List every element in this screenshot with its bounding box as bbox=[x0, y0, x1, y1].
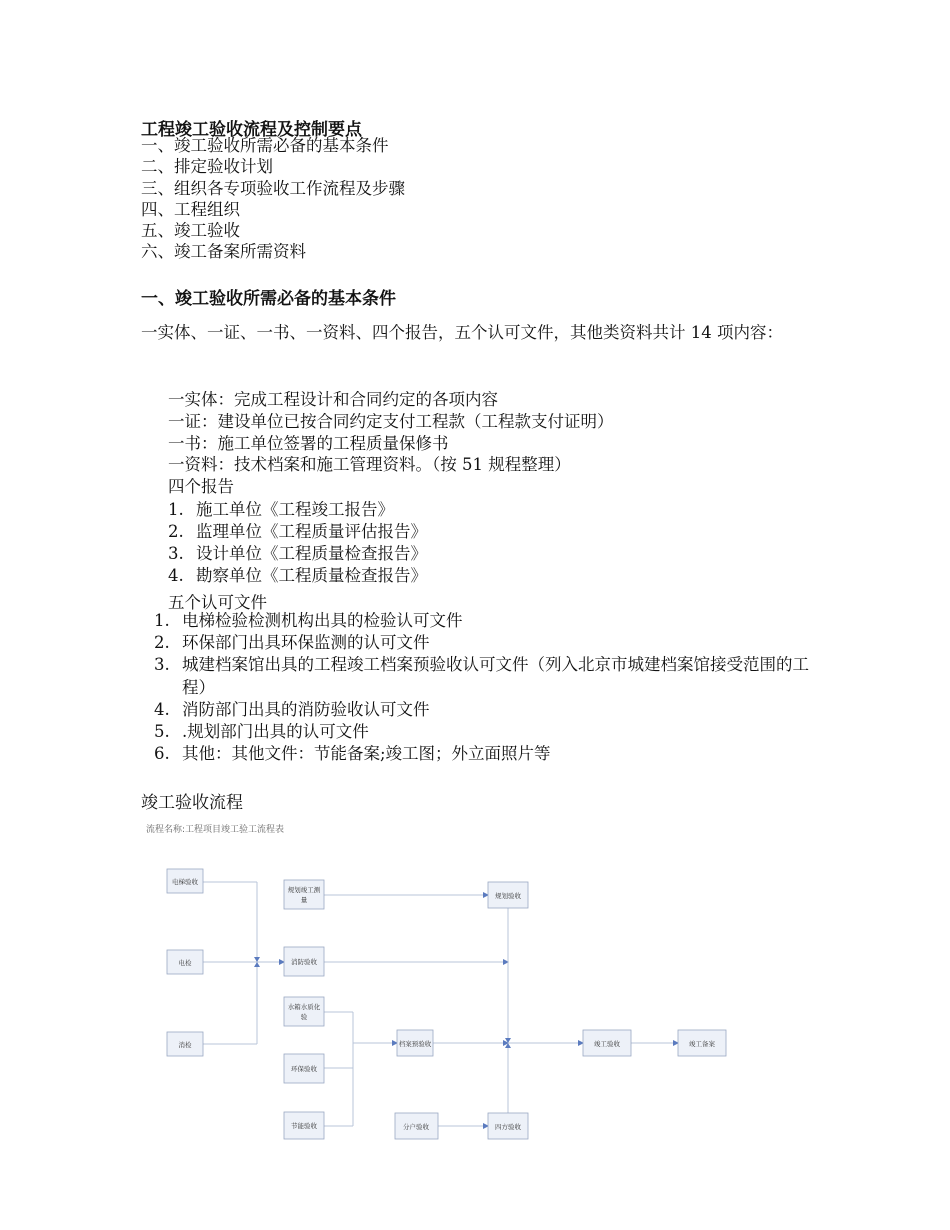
svg-text:分户验收: 分户验收 bbox=[403, 1123, 429, 1131]
document-title: 工程竣工验收流程及控制要点 bbox=[141, 120, 362, 140]
flow-node-elevator bbox=[167, 869, 203, 893]
list-text: 勘察单位《工程质量检查报告》 bbox=[196, 566, 427, 585]
svg-text:电梯验收: 电梯验收 bbox=[172, 878, 198, 886]
section-heading: 一、竣工验收所需必备的基本条件 bbox=[141, 289, 396, 309]
requirement-item: 四个报告 bbox=[168, 477, 234, 497]
flow-node-water bbox=[284, 997, 324, 1026]
flow-node-four bbox=[488, 1113, 528, 1139]
toc-item: 三、组织各专项验收工作流程及步骤 bbox=[141, 178, 405, 198]
list-number: 3. bbox=[154, 655, 170, 675]
svg-text:档案预验收: 档案预验收 bbox=[398, 1040, 432, 1048]
toc-item: 一、竣工验收所需必备的基本条件 bbox=[141, 136, 389, 155]
svg-text:节能验收: 节能验收 bbox=[291, 1122, 317, 1130]
svg-text:水箱水质化: 水箱水质化 bbox=[287, 1003, 321, 1011]
list-text: 环保部门出具环保监测的认可文件 bbox=[182, 633, 430, 653]
list-text: 施工单位《工程竣工报告》 bbox=[196, 500, 394, 519]
flow-node-planning bbox=[488, 882, 528, 908]
list-text: 城建档案馆出具的工程竣工档案预验收认可文件（列入北京市城建档案馆接受范围的工程） bbox=[182, 655, 809, 697]
toc-item: 六、竣工备案所需资料 bbox=[141, 242, 306, 262]
requirement-item: 一证：建设单位已按合同约定支付工程款（工程款支付证明） bbox=[168, 411, 614, 431]
section-intro: 一实体、一证、一书、一资料、四个报告，五个认可文件，其他类资料共计 14 项内容： bbox=[141, 323, 783, 342]
list-text: 电梯检验检测机构出具的检验认可文件 bbox=[182, 611, 463, 630]
flow-node-fire bbox=[284, 947, 324, 976]
flow-node-electric bbox=[167, 950, 203, 974]
list-number: 3. bbox=[168, 544, 184, 563]
svg-text:规划竣工测: 规划竣工测 bbox=[287, 886, 321, 894]
list-text: 消防部门出具的消防验收认可文件 bbox=[182, 699, 430, 719]
list-number: 2. bbox=[168, 522, 184, 541]
svg-text:四方验收: 四方验收 bbox=[495, 1123, 521, 1131]
requirement-item: 一书：施工单位签署的工程质量保修书 bbox=[168, 433, 449, 453]
list-text: .规划部门出具的认可文件 bbox=[182, 722, 369, 742]
list-number: 6. bbox=[154, 744, 170, 764]
flow-node-energy bbox=[284, 1112, 324, 1139]
flow-node-fire-test bbox=[167, 1032, 203, 1056]
svg-text:竣工备案: 竣工备案 bbox=[689, 1040, 715, 1048]
list-number: 2. bbox=[154, 633, 170, 653]
list-number: 1. bbox=[168, 500, 184, 519]
flow-node-record bbox=[678, 1030, 726, 1056]
flow-node-env bbox=[284, 1054, 324, 1083]
list-number: 4. bbox=[154, 699, 170, 719]
toc-item: 五、竣工验收 bbox=[141, 221, 240, 241]
svg-text:量: 量 bbox=[300, 896, 308, 904]
list-number: 1. bbox=[154, 611, 170, 630]
flow-title: 竣工验收流程 bbox=[141, 793, 243, 813]
svg-text:竣工验收: 竣工验收 bbox=[594, 1040, 620, 1048]
svg-text:消检: 消检 bbox=[178, 1041, 192, 1049]
list-text: 其他：其他文件：节能备案;竣工图；外立面照片等 bbox=[182, 744, 551, 764]
svg-text:电检: 电检 bbox=[178, 959, 192, 967]
toc-item: 二、排定验收计划 bbox=[141, 157, 273, 177]
permit-list-title: 五个认可文件 bbox=[168, 593, 267, 612]
list-number: 4. bbox=[168, 566, 184, 585]
svg-text:环保验收: 环保验收 bbox=[291, 1065, 317, 1073]
flow-node-archive bbox=[397, 1030, 433, 1056]
list-text: 设计单位《工程质量检查报告》 bbox=[196, 544, 427, 563]
list-number: 5. bbox=[154, 722, 170, 742]
svg-text:规划验收: 规划验收 bbox=[495, 892, 521, 900]
flow-node-survey bbox=[284, 880, 324, 909]
svg-text:验: 验 bbox=[300, 1013, 308, 1021]
flow-caption: 流程名称:工程项目竣工验工流程表 bbox=[146, 825, 285, 835]
flow-node-household bbox=[395, 1113, 438, 1139]
requirement-item: 一实体：完成工程设计和合同约定的各项内容 bbox=[168, 390, 498, 409]
flow-node-final bbox=[583, 1030, 631, 1056]
svg-text:消防验收: 消防验收 bbox=[291, 958, 317, 966]
requirement-item: 一资料：技术档案和施工管理资料。（按 51 规程整理） bbox=[168, 455, 571, 475]
toc-item: 四、工程组织 bbox=[141, 199, 240, 219]
list-text: 监理单位《工程质量评估报告》 bbox=[196, 522, 427, 541]
